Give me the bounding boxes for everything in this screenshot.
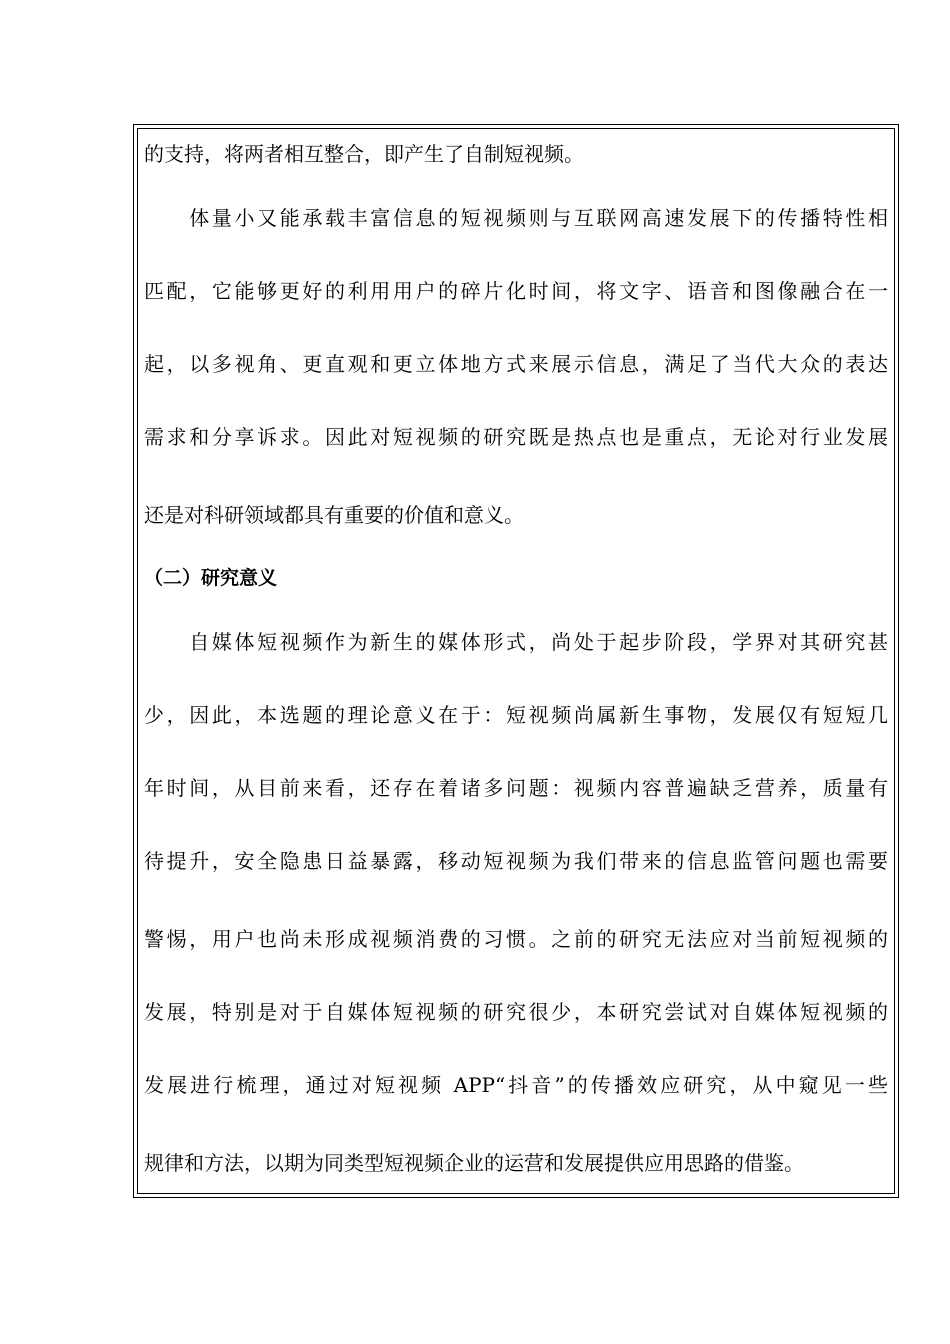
paragraph-line: 待提升，安全隐患日益暴露，移动短视频为我们带来的信息监管问题也需要 [144,849,888,873]
paragraph-line: 年时间，从目前来看，还存在着诸多问题：视频内容普遍缺乏营养，质量有 [144,776,888,800]
paragraph-line: 需求和分享诉求。因此对短视频的研究既是热点也是重点，无论对行业发展 [144,425,888,449]
paragraph-line: 警惕，用户也尚未形成视频消费的习惯。之前的研究无法应对当前短视频的 [144,927,888,951]
paragraph-line: 少，因此，本选题的理论意义在于：短视频尚属新生事物，发展仅有短短几 [144,703,888,727]
paragraph-line: 发展进行梳理，通过对短视频 APP“抖音”的传播效应研究，从中窥见一些 [144,1073,888,1097]
paragraph-line: 还是对科研领域都具有重要的价值和意义。 [144,503,524,527]
paragraph-line: 起，以多视角、更直观和更立体地方式来展示信息，满足了当代大众的表达 [144,352,888,376]
paragraph-line: 匹配，它能够更好的利用用户的碎片化时间，将文字、语音和图像融合在一 [144,279,888,303]
paragraph-line: 发展，特别是对于自媒体短视频的研究很少，本研究尝试对自媒体短视频的 [144,1000,888,1024]
paragraph-line: 体量小又能承载丰富信息的短视频则与互联网高速发展下的传播特性相 [144,206,888,230]
section-heading: （二）研究意义 [144,567,278,589]
paragraph-line: 的支持，将两者相互整合，即产生了自制短视频。 [144,142,584,166]
paragraph-line: 规律和方法，以期为同类型短视频企业的运营和发展提供应用思路的借鉴。 [144,1151,804,1175]
paragraph-line: 自媒体短视频作为新生的媒体形式，尚处于起步阶段，学界对其研究甚 [144,630,888,654]
